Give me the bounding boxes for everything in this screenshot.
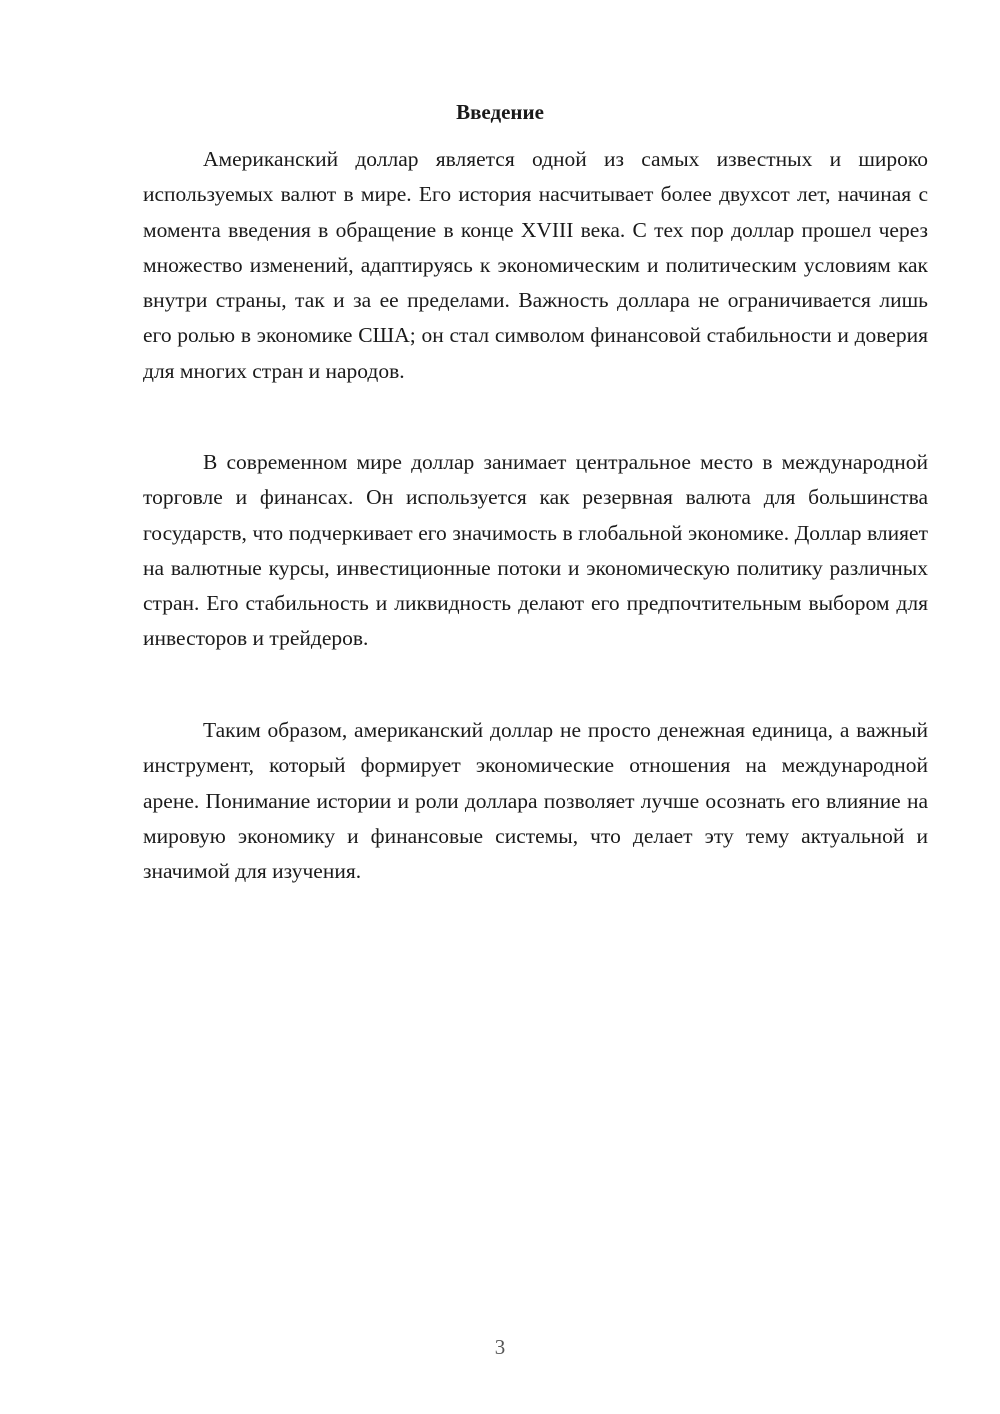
page-number: 3 xyxy=(494,1335,506,1359)
page-title: Введение xyxy=(456,100,544,124)
paragraph-1: Американский доллар является одной из самых известных и широко используемых валют в мире. Его история насчитывает более двухсот лет, начиная с момента введения в обращение в конце XVIII века. С тех пор доллар прошел через множество изменений, адаптируясь к экономическим и политическим условиям как внутри страны, так и за ее пределами. Важность доллара не ограничивается лишь его ролью в экономике США; он стал символом финансовой стабильности и доверия для многих стран и народов. xyxy=(143,147,928,383)
paragraph-3: Таким образом, американский доллар не просто денежная единица, а важный инструмент, который формирует экономические отношения на международной арене. Понимание истории и роли доллара позволяет лучше осознать его влияние на мировую экономику и финансовые системы, что делает эту тему актуальной и значимой для изучения. xyxy=(143,718,928,884)
paragraph-2: В современном мире доллар занимает центральное место в международной торговле и финансах. Он используется как резервная валюта для большинства государств, что подчеркивает его значимость в глобальной экономике. Доллар влияет на валютные курсы, инвестиционные потоки и экономическую политику различных стран. Его стабильность и ликвидность делают его предпочтительным выбором для инвесторов и трейдеров. xyxy=(143,450,928,651)
